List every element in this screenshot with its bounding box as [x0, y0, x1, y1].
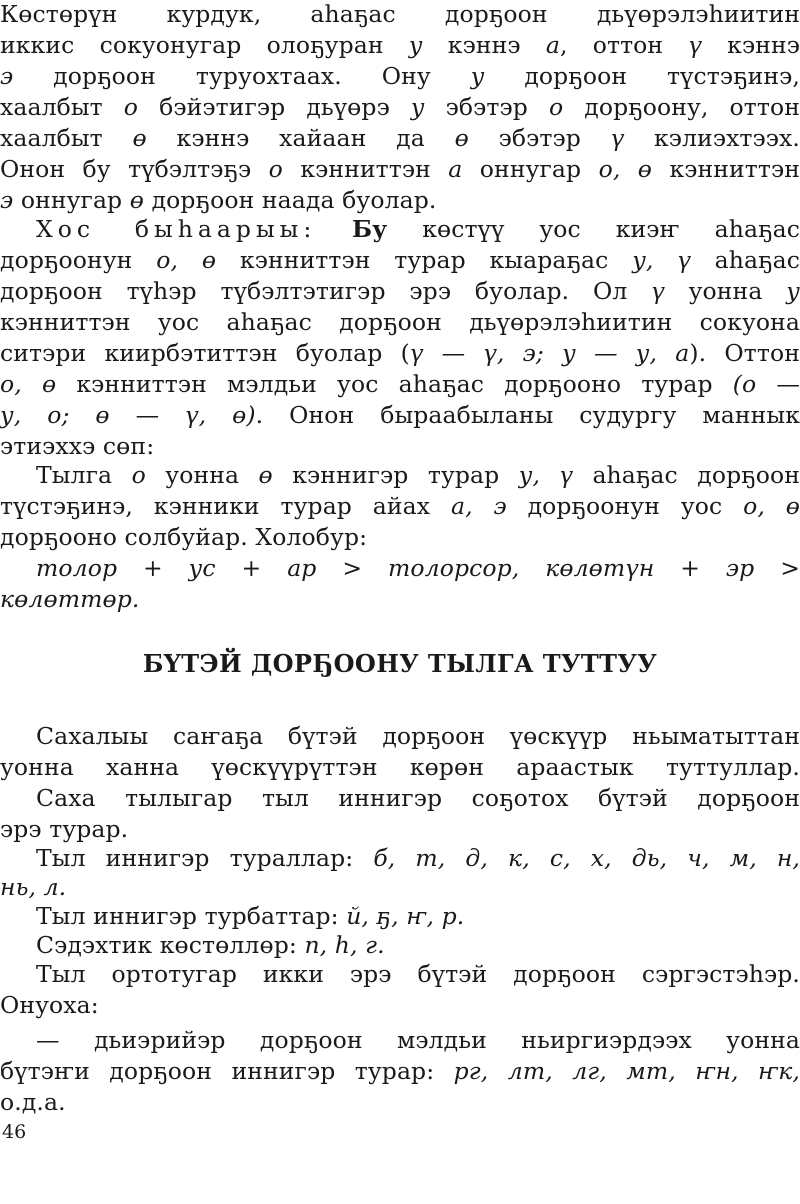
- italic-letter: о: [131, 461, 146, 489]
- text-line: [0, 0, 800, 30]
- text-segment: дорҕоон наада буолар.: [144, 186, 437, 214]
- text-line: [0, 368, 800, 400]
- example-line: [0, 583, 800, 615]
- text-segment: хаалбыт: [0, 93, 124, 121]
- text-segment: ситэри киирбэтиттэн буолар (: [0, 339, 410, 367]
- italic-letter-list: п, һ, г.: [304, 931, 385, 959]
- example-text: көлөттөр.: [0, 585, 140, 613]
- text-segment: дорҕоонун уос: [506, 492, 744, 520]
- text-line: [0, 306, 800, 338]
- text-line: [0, 871, 800, 903]
- text-line: [0, 490, 800, 522]
- text-line: [0, 1086, 800, 1118]
- text-segment: эбэтэр: [468, 124, 611, 152]
- text-segment: кэннэ хайаан да: [146, 124, 455, 152]
- text-segment: Тыл ортотугар икки эрэ бүтэй дорҕоон сэргэстэһэр.: [36, 960, 800, 988]
- text-line: [0, 122, 800, 154]
- text-segment: дорҕоону, оттон: [563, 93, 800, 121]
- italic-letter: э: [0, 186, 14, 214]
- italic-letter: о, ө: [598, 155, 653, 183]
- italic-letter: у: [786, 277, 800, 305]
- text-line: [0, 521, 800, 553]
- italic-letter-list: б, т, д, к, с, х, дь, ч, м, н,: [373, 844, 800, 872]
- italic-letter: ө: [132, 124, 147, 152]
- text-segment: уонна: [145, 461, 259, 489]
- text-line: [0, 720, 800, 752]
- text-segment: Сахалыы саҥаҕа бүтэй дорҕоон үөскүүр ньыматыттан: [36, 722, 800, 750]
- italic-letter: у, ү: [518, 461, 573, 489]
- text-segment: кэлиэхтээх.: [624, 124, 800, 152]
- text-segment: бэйэтигэр дьүөрэ: [138, 93, 411, 121]
- italic-letter: о: [268, 155, 283, 183]
- text-line: [0, 337, 800, 369]
- text-segment: кэннигэр турар: [272, 461, 519, 489]
- text-segment: оннугар: [13, 186, 130, 214]
- page-number: 46: [2, 1121, 27, 1143]
- text-segment: . Онон быраабыланы судургу маннык: [255, 401, 800, 429]
- italic-letter: ү: [651, 277, 665, 305]
- text-segment: хаалбыт: [0, 124, 133, 152]
- text-segment: аһаҕас дорҕоон: [573, 461, 800, 489]
- text-segment: , оттон: [559, 31, 689, 59]
- italic-letter: у, ү: [632, 246, 691, 274]
- italic-letter-list: й, ҕ, ҥ, р.: [346, 902, 465, 930]
- text-segment: кэнниттэн мэлдьи уос аһаҕас дорҕооно турар: [56, 370, 733, 398]
- text-line: [0, 989, 800, 1021]
- example-line: [0, 552, 800, 584]
- italic-letter: ө: [129, 186, 145, 214]
- italic-formula: у, о; ө — ү, ө): [0, 401, 256, 429]
- text-line: [0, 751, 800, 783]
- text-line: [0, 842, 800, 874]
- text-segment: көстүү уос киэҥ аһаҕас: [387, 215, 800, 243]
- italic-formula: (о —: [732, 370, 800, 398]
- text-segment: дорҕоон туруохтаах. Ону: [13, 62, 471, 90]
- text-segment: уонна: [664, 277, 787, 305]
- text-segment: Сэдэхтик көстөллөр:: [36, 931, 305, 959]
- italic-letter: ө: [258, 461, 273, 489]
- italic-letter: у: [470, 62, 485, 90]
- text-segment: оннугар: [462, 155, 599, 183]
- text-segment: бүтэҥи дорҕоон иннигэр турар:: [0, 1057, 454, 1085]
- italic-letter: а: [545, 31, 560, 59]
- text-segment: кэннэ: [701, 31, 800, 59]
- text-segment: этиэххэ сөп:: [0, 432, 155, 460]
- text-segment: о.д.а.: [0, 1088, 66, 1116]
- text-line: [0, 900, 800, 932]
- text-segment: эбэтэр: [424, 93, 549, 121]
- text-segment: дорҕоон түстэҕинэ,: [484, 62, 800, 90]
- italic-letter: о, ө: [156, 246, 217, 274]
- italic-letter: ү: [688, 31, 702, 59]
- italic-letter: о, ө: [743, 492, 800, 520]
- text-segment: дорҕооно солбуйар. Холобур:: [0, 523, 368, 551]
- text-segment: кэнниттэн уос аһаҕас дорҕоон дьүөрэлэһиитин сокуона: [0, 308, 800, 336]
- text-line: [0, 929, 800, 961]
- text-segment: Тылга: [36, 461, 132, 489]
- text-line: [0, 60, 800, 92]
- text-segment: түстэҕинэ, кэнники турар айах: [0, 492, 451, 520]
- text-line: [0, 184, 800, 216]
- italic-formula: ү — ү, э; у — у, а: [409, 339, 690, 367]
- text-line: [0, 782, 800, 814]
- italic-letter: а, э: [450, 492, 507, 520]
- text-segment: кэнниттэн: [652, 155, 800, 183]
- text-segment: Тыл иннигэр тураллар:: [36, 844, 374, 872]
- text-segment: Онуоха:: [0, 991, 99, 1019]
- text-segment: кэнниттэн: [282, 155, 449, 183]
- bold-word: Бу: [316, 215, 388, 243]
- text-line: [0, 813, 800, 845]
- text-line: [0, 153, 800, 185]
- text-segment: Тыл иннигэр турбаттар:: [36, 902, 347, 930]
- italic-letter: у: [408, 31, 423, 59]
- section-heading: БҮТЭЙ ДОРҔООНУ ТЫЛГА ТУТТУУ: [142, 649, 658, 678]
- italic-letter: о: [548, 93, 564, 121]
- text-segment: Онон бу түбэлтэҕэ: [0, 155, 269, 183]
- italic-letter: у: [410, 93, 425, 121]
- text-line: [0, 399, 800, 431]
- text-segment: ). Оттон: [689, 339, 800, 367]
- text-line: [0, 244, 800, 276]
- italic-letter: о, ө: [0, 370, 57, 398]
- text-segment: Көстөрүн курдук, аһаҕас дорҕоон дьүөрэлэһиитин: [0, 0, 800, 28]
- italic-letter-list: нь, л.: [0, 873, 67, 901]
- italic-letter: а: [448, 155, 463, 183]
- text-segment: иккис сокуонугар олоҕуран: [0, 31, 409, 59]
- text-line: [0, 29, 800, 61]
- text-segment: кэннэ: [422, 31, 546, 59]
- text-segment: кэнниттэн турар кыараҕас: [216, 246, 633, 274]
- text-segment: дорҕоонун: [0, 246, 157, 274]
- text-line: [0, 213, 800, 245]
- spaced-label: Хос быһаарыы:: [36, 215, 317, 243]
- italic-letter: ү: [610, 124, 625, 152]
- text-line: [0, 275, 800, 307]
- text-segment: дорҕоон түһэр түбэлтэтигэр эрэ буолар. Ол: [0, 277, 652, 305]
- text-line: [0, 91, 800, 123]
- text-line: [0, 958, 800, 990]
- text-line: [0, 459, 800, 491]
- text-segment: Саха тылыгар тыл иннигэр соҕотох бүтэй дорҕоон: [36, 784, 800, 812]
- italic-letter: ө: [454, 124, 469, 152]
- text-segment: аһаҕас: [690, 246, 800, 274]
- italic-letter-list: рг, лт, лг, мт, ҥн, ҥк,: [453, 1057, 800, 1085]
- text-segment: эрэ турар.: [0, 815, 129, 843]
- example-text: толор + ус + ар > толорсор, көлөтүн + эр >: [36, 554, 800, 582]
- text-line: [0, 1055, 800, 1087]
- text-segment: — дьиэрийэр дорҕоон мэлдьи ньиргиэрдээх уонна: [36, 1026, 800, 1054]
- italic-letter: э: [0, 62, 14, 90]
- text-line: [0, 430, 800, 462]
- text-line: [0, 1024, 800, 1056]
- text-segment: уонна ханна үөскүүрүттэн көрөн араастык туттуллар.: [0, 753, 800, 781]
- italic-letter: о: [123, 93, 139, 121]
